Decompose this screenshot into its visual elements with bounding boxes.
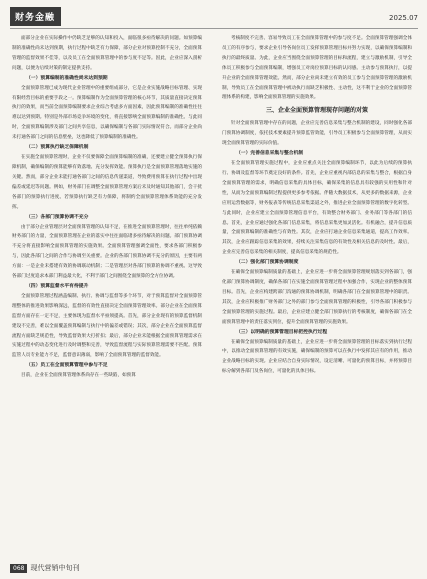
body-paragraph: 目前，企业在全面预算管理体系尚存在一些缺陷，如预算 — [21, 373, 136, 379]
body-paragraph: 在确保全面预算编制质量的基础上，企业应进一步将全面预算管理规划落实到各部门，强化部门预算协调制度，确保各部门在实施全面预算管理过程中加强合作，实现企业的整体预算目标。首先，企业应构建跨部门沟通的预算协调机制，明确各部门在全面预算管理中的职责。其次，企业应积极推广财务部门之外的部门参与全面预算管理的积极性，引导各部门积极参与全面预算管理的实施过程。最后，企业应建立健全部门预算执行的考核制度，确保各部门在全面预算管理中的责任落实到位，提升全面预算管理的实施效果。 — [222, 270, 412, 325]
body-paragraph: 在实施全面预算管理时，企业不仅要保障全面预算编制的准确，还要建立健全预算执行保障机制，确保编制的预算能够有效落地、充分发挥效能。预算执行是全面预算管理落地实施的关键。然而，部分企业未能打通各部门之间的信息传递渠道，导致费用预算在执行过程中出现偏差或延迟等问题。例如，财务部门在调整全面预算管理方案后未及时通知其他部门，会干扰各部门的预算执行进度。若预算执行缺乏有力保障，将制约全面预算管理体系效能的充分发挥。 — [12, 155, 202, 210]
header-divider — [10, 28, 418, 29]
section-heading: （三）以明确的预算管理目标把控执行过程 — [236, 329, 328, 335]
right-column — [222, 34, 412, 377]
section-heading: （一）完善信息采集与整合机制 — [236, 151, 304, 157]
body-paragraph: 在全面预算管理实施过程中，企业应重点关注全面预算编制环节，以此为后续的预算执行、协调及监督等环节奠定良好的条件。首先，企业应重视内部信息的采集与整合，根据自身全面预算管理的需求，明确信息采集的具体目标，确保采集的信息具有较强的实用性和针对性，从而为全面预算编制过程提供更多参考依据。伴随大数据技术，从更多的数据来源，企业应用运营数据等，财务报表等传统信息采集渠道之外，推进企业全面预算管理的数字化转型。与此同时，企业应建立全面预算管理信息平台，有效整合财务部门、业务部门等各部门的信息。首先，企业应通过强化各部门信息采集，将信息采集更加灵活化。有机融合，提升信息质量，全面预算编制的准确性与有效性。其次，企业应打通企业信息采集通道，提高工作效率。其次，企业应跟踪信息采集的效果，持续关注采集信息的有效性及相关信息的及时性。最后，企业应完善信息采集的相关制度，提高信息采集的规范性。 — [222, 161, 412, 256]
journal-name: 现代营销中旬刊 — [30, 564, 80, 572]
body-paragraph: 针对全面预算管理中存在的问题，企业应完善信息采集与整合机制的建设，同时强化各部门预算协调制度，依托技术要素提升预算监管效能，引导员工积极参与全面预算管理，从而实现全面预算管理的实际价值。 — [222, 121, 412, 147]
section-heading: （五）员工在全面预算管理中参与不足 — [26, 363, 108, 369]
page-footer — [10, 563, 79, 573]
body-paragraph: 全面预算管理过程涵盖编制、执行、协调与监督等多个环节，对于预算监督对全面预算管理整体的推进效果影响深远，监督的有效性直接决定全面预算管理效率。部分企业在全面预算监督方面存在一定不足，主要体现为监督水平亟须提高。首先，部分企业现有的预算监督机制建设不完善，难以全面覆盖预算编制与执行中的偏差或错误；其次，部分企业在全面预算监督流程方面缺乏规范性，导致监督效果大打折扣；最后，部分企业未能根据全面预算管理需求在实施过程中的动态变化进行及时调整和完善，导致监督流程与实际预算管理需要不匹配。预算监管人员专业能力不足，监督意识薄弱，影响了全面预算管理的监督效能。 — [12, 293, 202, 359]
section-heading: （四）预算监督水平有待提升 — [26, 283, 89, 289]
section-heading: （一）预算编制的准确性尚未达到预期 — [26, 75, 108, 81]
section-heading: （二）预算执行缺乏保障机制 — [26, 145, 89, 151]
chapter-heading: 三、企业全面预算管理现存问题的对策 — [265, 107, 368, 115]
section-heading: （三）各部门预算协调不充分 — [26, 214, 89, 220]
section-tag: 财务金融 — [10, 7, 61, 26]
issue-date: 2025.07 — [389, 14, 418, 22]
section-heading: （二）强化部门预算协调制度 — [236, 260, 299, 266]
body-paragraph: 面部分企业在实际操作中仍缺乏足够的认知和投入，面临很多亟待解决的问题。如预算编制的准确性尚未达到预期，执行过程中缺乏有力保障，部分企业对预算控制不充分，全面预算管理的监督效果不佳等，以及员工在全面预算管理中的参与度不足等。因此，企业应深入剖析问题，以便为后续对策的制定提供支持。 — [12, 36, 202, 71]
page-number: 068 — [10, 564, 27, 573]
body-paragraph: 全面预算管理已成为现代企业管理中的重要组成部分，它是企业实施战略目标管理、实现有限经营目标的重要手段之一。预算编制作为全面预算管理的核心环节，其质量直接决定预算执行的效果，而当前全面预算编制要求企业综合考虑多方面因素，因此预算编制的准确性往往难以达到预期。特别是外部市场竞争环境的变化，将直接影响全面预算编制的准确性。与此同时，全面预算编制涉及部门之间共享信息，以确保编制与各部门实际情况符合。而部分企业尚未打通各部门之间的信息壁垒，这也降低了预算编制的准确性。 — [12, 85, 202, 141]
header-bar — [10, 7, 420, 29]
left-column — [12, 34, 202, 381]
body-paragraph: 在确保全面预算编制质量的基础上，企业应进一步将全面预算管理的目标落实到执行过程中，以推动全面预算管理的有效实施，确保编制的预算可以在执行中发挥其应有的作用，推动企业战略目标的实现。企业应结合自身实际情况，设定清晰、可量化的预算目标，并将预算目标分解到各部门及各岗位，可量化的具体目标。 — [222, 339, 412, 375]
body-paragraph: 考核制度不完善、容易导致员工在全面预算管理中的参与度不足。全面预算管理强调全体员工的有序参与，要求企业引导各岗位员工发挥预算管理目标并努力实现，以确保预算编制和执行的最终质量。为此，企业应当围绕全面预算管理的目标和流程，建立与激励机制，引导全体员工积极参与全面预算编制，增强员工对岗位预算目标的认同感。主动参与预算执行，以提升企业的全面预算管理效能。然而，部分企业尚未建立有效的员工参与全面预算管理的激励机制，导致员工在全面预算管理中被动执行而缺乏积极性、主动性，这不利于企业的全面预算管理体系的构建，影响全面预算管理的实施效果。 — [222, 36, 412, 101]
body-paragraph: 由于部分企业管理层对全面预算管理的认知不足，在推进全面预算管理时，往往单纯依赖财务部门的力量，全面预算管理在企业的落实中往往面临诸多亟待解决的问题。部门预算协调不充分将直接影响全面预算管理的实施效果。全面预算管理强调全面性，要求各部门积极参与，因此各部门之间的合作与协调至关重要。企业的各部门预算协调不充分的原因，主要有两方面：一是企业未搭建有效的协调联动机制；二是管理层对各部门预算的协调不重视。这导致各部门过度追求本部门利益最大化，不利于部门之间围绕全面预算的全方位协调。 — [12, 224, 202, 280]
